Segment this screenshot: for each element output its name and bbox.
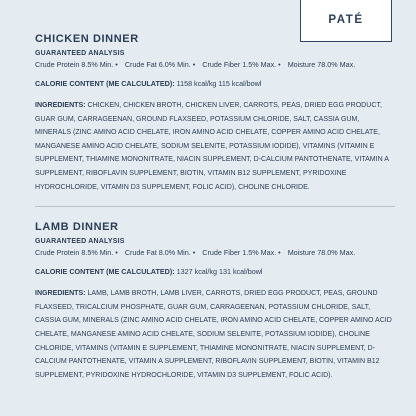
ingredients: [35, 287, 395, 382]
analysis-heading: GUARANTEED ANALYSIS: [35, 50, 125, 57]
analysis-heading: GUARANTEED ANALYSIS: [35, 238, 125, 246]
section-title: CHICKEN DINNER: [35, 33, 139, 45]
ingredients-label: INGREDIENTS:: [35, 290, 86, 298]
ingredients: [35, 99, 395, 194]
crude-fat: Crude Fat 6.0% Min. •: [124, 60, 196, 69]
calorie-label: CALORIE CONTENT (ME CALCULATED):: [35, 267, 175, 277]
crude-fat: Crude Fat 8.0% Min. •: [124, 248, 196, 258]
crude-fiber: Crude Fiber 1.5% Max. •: [202, 248, 281, 258]
calorie-content: [35, 78, 395, 89]
calorie-content: [35, 266, 395, 277]
crude-protein: Crude Protein 8.5% Min. •: [35, 248, 118, 258]
chicken-dinner-section: [35, 33, 395, 194]
guaranteed-analysis: [35, 247, 395, 259]
ingredients-label: INGREDIENTS:: [35, 102, 86, 109]
ingredients-text: LAMB, LAMB BROTH, LAMB LIVER, CARROTS, DRIED EGG PRODUCT, PEAS, GROUND FLAXSEED, TRICALCIUM PHOSPHATE, GUAR GUM, CARRAGEENAN, POTASSIUM CHLORIDE, SALT, CASSIA GUM, MINERALS (ZINC AMINO ACID CHELATE, IRON AMINO ACID CHELATE, COPPER AMINO ACID CHELATE, MANGANESE AMINO ACID CHELATE, SODIUM SELENITE, POTASSIUM IODIDE), CHOLINE CHLORIDE, VITAMINS (VITAMIN E SUPPLEMENT, THIAMINE MONONITRATE, NIACIN SUPPLEMENT, D-CALCIUM PANTOTHENATE, VITAMIN A SUPPLEMENT, RIBOFLAVIN SUPPLEMENT, BIOTIN, VITAMIN B12 SUPPLEMENT, PYRIDOXINE HYDROCHLORIDE, VITAMIN D3 SUPPLEMENT, FOLIC ACID).: [35, 290, 392, 379]
guaranteed-analysis: [35, 59, 395, 71]
moisture: Moisture 78.0% Max.: [287, 60, 356, 69]
section-title: LAMB DINNER: [35, 221, 119, 234]
calorie-label: CALORIE CONTENT (ME CALCULATED):: [35, 79, 175, 88]
moisture: Moisture 78.0% Max.: [287, 248, 356, 258]
calorie-value: 1327 kcal/kg 131 kcal/bowl: [176, 267, 263, 277]
calorie-value: 1158 kcal/kg 115 kcal/bowl: [176, 79, 262, 88]
section-divider: [35, 206, 395, 207]
ingredients-text: CHICKEN, CHICKEN BROTH, CHICKEN LIVER, CARROTS, PEAS, DRIED EGG PRODUCT, GUAR GUM, CARRAGEENAN, GROUND FLAXSEED, POTASSIUM CHLORIDE, SALT, CASSIA GUM, MINERALS (ZINC AMINO ACID CHELATE, IRON AMINO ACID CHELATE, COPPER AMINO ACID CHELATE, MANGANESE AMINO ACID CHELATE, SODIUM SELENITE, POTASSIUM IODIDE), VITAMINS (VITAMIN E SUPPLEMENT, THIAMINE MONONITRATE, NIACIN SUPPLEMENT, D-CALCIUM PANTOTHENATE, VITAMIN A SUPPLEMENT, RIBOFLAVIN SUPPLEMENT, BIOTIN, VITAMIN B12 SUPPLEMENT, PYRIDOXINE HYDROCHLORIDE, VITAMIN D3 SUPPLEMENT, FOLIC ACID), CHOLINE CHLORIDE.: [35, 102, 389, 191]
pate-badge: PATÉ: [300, 0, 392, 42]
lamb-dinner-section: [35, 221, 395, 382]
nutrition-panel: [35, 33, 395, 382]
crude-protein: Crude Protein 8.5% Min. •: [35, 60, 118, 69]
crude-fiber: Crude Fiber 1.5% Max. •: [202, 60, 281, 69]
